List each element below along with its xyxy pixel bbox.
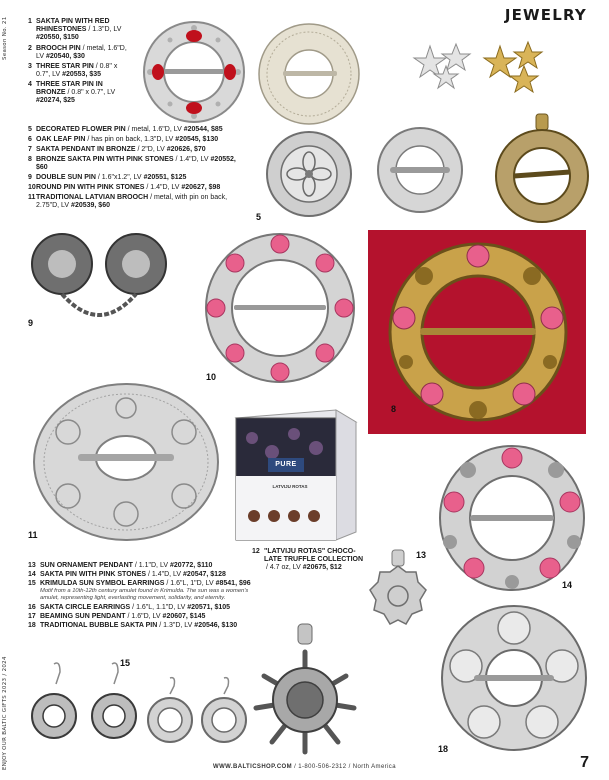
item-list-mid: [28, 126, 260, 210]
item-3: 3 THREE STAR PIN / 0.8" x 0.7", LV #20553, $35: [28, 63, 118, 78]
round-pin-pink-photo: [200, 228, 360, 388]
page-number: 7: [580, 754, 589, 771]
sun-ornament-pendant-photo: [366, 548, 430, 634]
item-16: 16 SAKTA CIRCLE EARRINGS / 1.6"L, 1.1"D, LV #20571, $105: [28, 604, 231, 611]
sakta-pendant-bronze-photo: [492, 112, 592, 230]
three-star-pin-photo: [410, 40, 480, 100]
box-subtitle: LATVIJU ROTAS: [272, 484, 308, 489]
season-label: Season No. 21: [2, 16, 8, 60]
item-11: 11TRADITIONAL LATVIAN BROOCH / metal, with pin on back, 2.75"D, LV #20539, $60: [28, 194, 228, 209]
traditional-latvian-brooch-photo: [28, 378, 224, 544]
photo-label-5: 5: [256, 212, 262, 222]
item-4: 4 THREE STAR PIN IN BRONZE / 0.8" x 0.7", LV #20274, $25: [28, 81, 116, 104]
photo-label-8: 8: [391, 404, 397, 414]
item-7: 7 SAKTA PENDANT IN BRONZE / 2"D, LV #20626, $70: [28, 146, 206, 153]
item-10: 10ROUND PIN WITH PINK STONES / 1.4"D, LV #20627, $98: [28, 184, 221, 191]
catalog-side-title: ENJOY OUR BALTIC GIFTS 2023 / 2024: [2, 656, 8, 770]
footer-url[interactable]: WWW.BALTICSHOP.COM: [213, 764, 293, 770]
decorated-flower-pin-photo: [255, 126, 363, 222]
item-1: 1 SAKTA PIN WITH RED RHINESTONES / 1.3"D, LV #20550, $150: [28, 18, 122, 41]
item-8: 8 BRONZE SAKTA PIN WITH PINK STONES / 1.4"D, LV #20552, $60: [28, 156, 236, 171]
three-star-bronze-photo: [482, 38, 552, 100]
item-5: 5 DECORATED FLOWER PIN / metal, 1.6"D, LV #20544, $85: [28, 126, 223, 133]
item-2: 2 BROOCH PIN / metal, 1.6"D, LV #20540, $30: [28, 45, 127, 60]
sakta-pin-pink-photo: [434, 442, 590, 594]
beaming-sun-pendant-photo: [250, 622, 360, 756]
item-15-note: Motif from a 10th-12th century amulet found in Krimulda. The sun was a women's amulet, representing light, everlasting movement, solidarity, and eternity.: [40, 588, 249, 601]
brooch-pin-photo: [255, 20, 363, 128]
item-17: 17 BEAMING SUN PENDANT / 1.6"D, LV #20607, $145: [28, 613, 206, 620]
item-6: 6 OAK LEAF PIN / has pin on back, 1.3"D, LV #20545, $130: [28, 136, 219, 143]
double-sun-pin-photo: [24, 226, 174, 326]
photo-label-14: 14: [562, 580, 573, 590]
item-13: 13 SUN ORNAMENT PENDANT / 1.1"D, LV #20772, $110: [28, 562, 213, 569]
photo-label-18: 18: [438, 744, 449, 754]
photo-label-13: 13: [416, 550, 427, 560]
box-brand: PURE: [275, 461, 297, 468]
krimulda-earrings-photo: [30, 660, 140, 744]
photo-label-15: 15: [120, 658, 131, 668]
section-title: JEWELRY: [504, 6, 587, 24]
photo-label-10: 10: [206, 372, 217, 382]
bubble-sakta-pin-photo: [436, 600, 592, 756]
bronze-sakta-pin-photo: [384, 238, 572, 426]
item-12: 12 "LATVIJU ROTAS" CHOCO- LATE TRUFFLE COLLECTION / 4.7 oz, LV #20675, $12: [252, 548, 364, 571]
sakta-circle-earrings-photo: [142, 676, 252, 746]
item-14: 14 SAKTA PIN WITH PINK STONES / 1.4"D, LV #20547, $128: [28, 571, 226, 578]
footer-phone: / 1-800-506-2312 / North America: [292, 764, 396, 770]
item-15: 15 KRIMULDA SUN SYMBOL EARRINGS / 1.6"L, 1"D, LV #8541, $96: [28, 580, 251, 587]
item-list-bottom: [28, 562, 278, 630]
footer: [0, 764, 609, 770]
oak-leaf-pin-photo: [370, 122, 470, 218]
item-18: 18 TRADITIONAL BUBBLE SAKTA PIN / 1.3"D, LV #20546, $130: [28, 622, 238, 629]
chocolate-box-photo: [232, 408, 360, 542]
photo-label-11: 11: [28, 530, 38, 540]
sakta-pin-red-photo: [140, 18, 248, 126]
photo-label-9: 9: [28, 318, 34, 328]
item-9: 9 DOUBLE SUN PIN / 1.6"x1.2", LV #20551, $125: [28, 174, 187, 181]
